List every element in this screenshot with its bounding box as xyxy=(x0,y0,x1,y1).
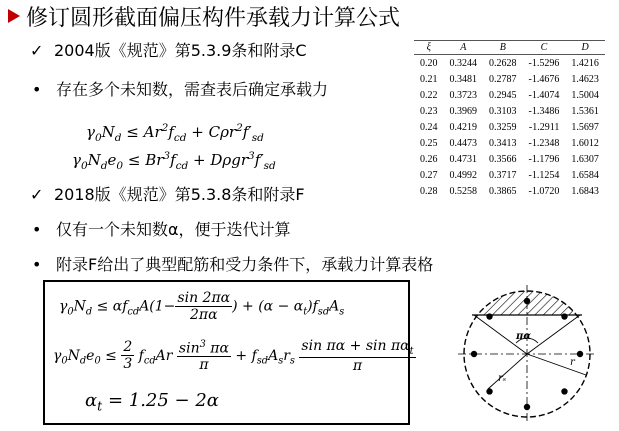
table-cell: 0.4219 xyxy=(449,121,477,133)
table-cell: -1.2348 xyxy=(528,137,560,149)
table-cell: 1.4623 xyxy=(571,73,599,85)
table-cell: 1.6584 xyxy=(571,169,599,181)
bullet-single-unknown: • 仅有一个未知数α，便于迭代计算 xyxy=(32,220,291,239)
table-row xyxy=(414,71,605,87)
table-cell: 0.3723 xyxy=(449,89,477,101)
circular-section-diagram xyxy=(456,283,598,425)
table-cell: 0.3481 xyxy=(449,73,477,85)
table-cell: -1.4676 xyxy=(528,73,560,85)
table-cell: 0.4731 xyxy=(449,153,477,165)
rebar-dot xyxy=(561,313,567,319)
bullet-2004-code: ✓ 2004版《规范》第5.3.9条和附录C xyxy=(30,41,307,60)
check-icon: ✓ xyxy=(30,41,44,60)
slide-title: 修订圆形截面偏压构件承载力计算公式 xyxy=(8,5,400,33)
table-cell: -1.2911 xyxy=(528,121,560,133)
table-cell: 0.3865 xyxy=(489,185,517,197)
bullet-multiple-unknowns: • 存在多个未知数，需查表后确定承载力 xyxy=(32,80,329,99)
table-cell: -1.1796 xyxy=(528,153,560,165)
table-header-1: A xyxy=(444,41,484,55)
table-cell: 0.23 xyxy=(420,105,438,117)
table-cell: 0.3566 xyxy=(489,153,517,165)
angle-label: πα xyxy=(516,331,532,342)
formula-2018-axial: $\gamma_0N_d \le \alpha f_{cd}A(1-$ $\frac{\sin 2\pi\alpha}{2\pi\alpha}$ ) + $(\alpha - \alpha_t)f_{sd}A_s$ xyxy=(59,290,345,323)
formula-2004-axial: $\gamma_0N_d \le Ar^2f_{cd} + C\rho r^2f'_{sd}$ xyxy=(86,122,264,144)
formula-2004-moment: $\gamma_0N_de_0 \le Br^3f_{cd} + D\rho gr^3f'_{sd}$ xyxy=(72,150,276,172)
dot-icon: • xyxy=(32,220,42,239)
table-cell: 0.2787 xyxy=(489,73,517,85)
rebar-dot xyxy=(561,388,567,394)
table-cell: 0.3259 xyxy=(489,121,517,133)
table-cell: 1.6012 xyxy=(571,137,599,149)
table-cell: -1.5296 xyxy=(528,57,560,69)
table-row xyxy=(414,167,605,183)
table-cell: 1.4216 xyxy=(571,57,599,69)
table-row xyxy=(414,103,605,119)
dot-icon: • xyxy=(32,255,42,274)
table-cell: -1.4074 xyxy=(528,89,560,101)
table-cell: -1.3486 xyxy=(528,105,560,117)
table-cell: 0.4992 xyxy=(449,169,477,181)
rebar-dot xyxy=(524,404,530,410)
table-cell: 1.6307 xyxy=(571,153,599,165)
rebar-dot xyxy=(486,388,492,394)
table-cell: 1.5361 xyxy=(571,105,599,117)
table-cell: 0.4473 xyxy=(449,137,477,149)
table-cell: 0.24 xyxy=(420,121,438,133)
table-cell: 0.5258 xyxy=(449,185,477,197)
bullet-appendix-table: • 附录F给出了典型配筋和受力条件下，承载力计算表格 xyxy=(32,255,434,274)
table-header-2: B xyxy=(483,41,523,55)
table-cell: 0.28 xyxy=(420,185,438,197)
table-row xyxy=(414,119,605,135)
table-row xyxy=(414,87,605,103)
table-row xyxy=(414,55,605,72)
table-cell: 0.3969 xyxy=(449,105,477,117)
table-cell: -1.0720 xyxy=(528,185,560,197)
check-icon: ✓ xyxy=(30,185,44,204)
radius-label: r xyxy=(570,357,575,368)
table-cell: 0.25 xyxy=(420,137,438,149)
dot-icon: • xyxy=(32,80,42,99)
rebar-dot xyxy=(524,298,530,304)
table-cell: 0.20 xyxy=(420,57,438,69)
table-cell: -1.1254 xyxy=(528,169,560,181)
table-cell: 0.21 xyxy=(420,73,438,85)
rebar-dot xyxy=(486,313,492,319)
table-cell: 1.6843 xyxy=(571,185,599,197)
table-header-3: C xyxy=(523,41,566,55)
bullet-2018-code: ✓ 2018版《规范》第5.3.8条和附录F xyxy=(30,185,305,204)
table-header-0: ξ xyxy=(414,41,444,55)
table-row xyxy=(414,135,605,151)
formula-2018-moment: $\gamma_0N_de_0$ ≤ $\frac{2}{3}$ $f_{cd}Ar$ $\frac{\sin^3 \pi\alpha}{\pi}$ + $f_{sd}A_sr_s$ $\frac{\sin \pi\alpha + \sin \pi\alpha_t}{\pi}$ xyxy=(53,338,414,374)
rebar-dot xyxy=(471,351,477,357)
table-cell: 1.5004 xyxy=(571,89,599,101)
formula-alpha-t: $\alpha_t = 1.25 - 2\alpha$ xyxy=(85,390,219,414)
formula-box-2018 xyxy=(43,280,414,425)
title-arrow-icon xyxy=(8,9,20,23)
table-cell: 0.3413 xyxy=(489,137,517,149)
table-row xyxy=(414,183,605,199)
table-cell: 0.22 xyxy=(420,89,438,101)
table-cell: 0.3103 xyxy=(489,105,517,117)
steel-radius-label: rₛ xyxy=(498,373,507,384)
coefficient-table xyxy=(414,40,614,199)
table-cell: 0.3717 xyxy=(489,169,517,181)
table-cell: 0.26 xyxy=(420,153,438,165)
table-cell: 0.2945 xyxy=(489,89,517,101)
table-row xyxy=(414,151,605,167)
rebar-dot xyxy=(577,351,583,357)
table-cell: 1.5697 xyxy=(571,121,599,133)
table-cell: 0.27 xyxy=(420,169,438,181)
table-header-4: D xyxy=(565,41,605,55)
table-cell: 0.3244 xyxy=(449,57,477,69)
table-cell: 0.2628 xyxy=(489,57,517,69)
